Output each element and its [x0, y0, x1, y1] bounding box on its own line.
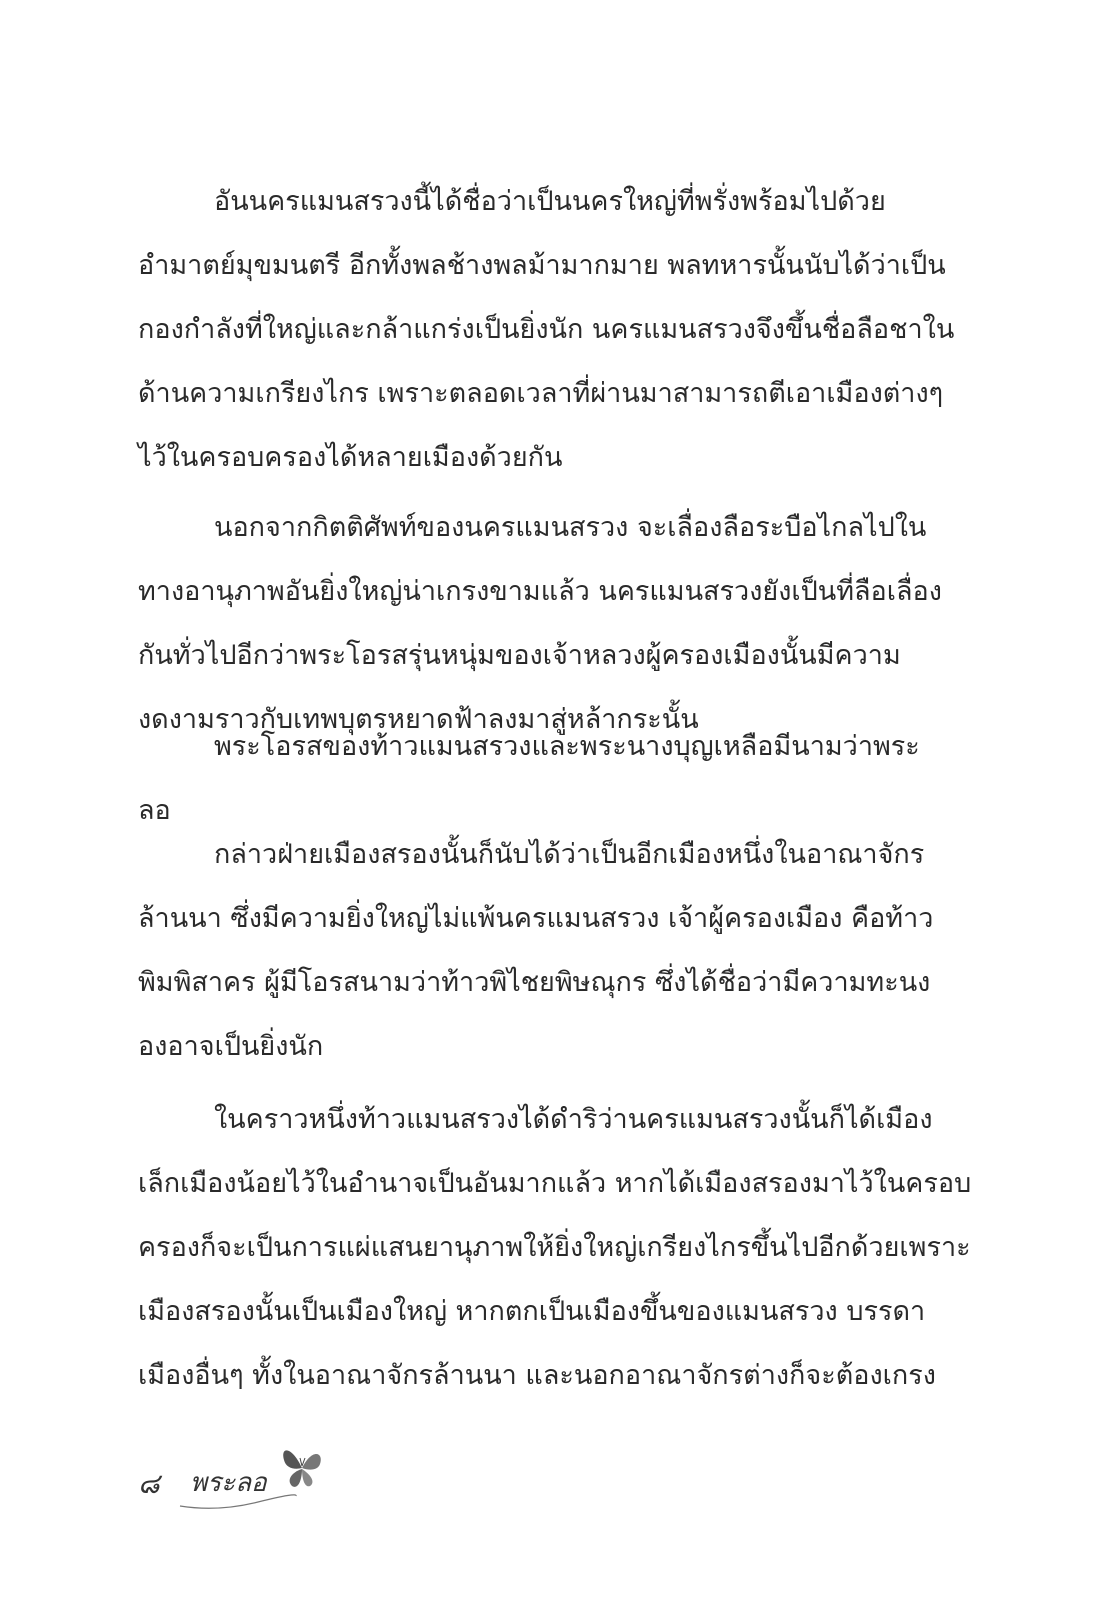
book-title: พระลอ — [190, 1468, 267, 1498]
paragraph-2 — [138, 496, 942, 752]
text-line: เมืองสรองนั้นเป็นเมืองใหญ่ หากตกเป็นเมืองขึ้นของแมนสรวง บรรดา — [138, 1296, 926, 1327]
paragraph-5 — [138, 1088, 972, 1408]
text-line: นอกจากกิตติศัพท์ของนครแมนสรวง จะเลื่องลือระบือไกลไปใน — [214, 512, 927, 543]
text-line: ล้านนา ซึ่งมีความยิ่งใหญ่ไม่แพ้นครแมนสรวง เจ้าผู้ครองเมือง คือท้าว — [138, 903, 934, 934]
text-line: เล็กเมืองน้อยไว้ในอำนาจเป็นอันมากแล้ว หากได้เมืองสรองมาไว้ในครอบ — [138, 1168, 972, 1199]
text-line: องอาจเป็นยิ่งนัก — [138, 1031, 324, 1062]
text-line: พิมพิสาคร ผู้มีโอรสนามว่าท้าวพิไชยพิษณุกร ซึ่งได้ชื่อว่ามีความทะนง — [138, 967, 931, 998]
page-footer — [138, 1462, 458, 1532]
text-line: กันทั่วไปอีกว่าพระโอรสรุ่นหนุ่มของเจ้าหลวงผู้ครองเมืองนั้นมีความ — [138, 640, 901, 671]
paragraph-1 — [138, 170, 955, 490]
text-line: อำมาตย์มุขมนตรี อีกทั้งพลช้างพลม้ามากมาย พลทหารนั้นนับได้ว่าเป็น — [138, 250, 946, 281]
butterfly-icon — [278, 1440, 326, 1494]
page-number: ๘ — [138, 1467, 160, 1500]
text-line: กองกำลังที่ใหญ่และกล้าแกร่งเป็นยิ่งนัก นครแมนสรวงจึงขึ้นชื่อลือชาใน — [138, 314, 955, 345]
swoosh-ornament — [178, 1492, 298, 1512]
paragraph-4 — [138, 823, 934, 1079]
text-line: ครองก็จะเป็นการแผ่แสนยานุภาพให้ยิ่งใหญ่เกรียงไกรขึ้นไปอีกด้วยเพราะ — [138, 1232, 971, 1263]
text-line: งดงามราวกับเทพบุตรหยาดฟ้าลงมาสู่หล้ากระนั้น — [138, 704, 699, 735]
text-line: พระโอรสของท้าวแมนสรวงและพระนางบุญเหลือมีนามว่าพระ — [214, 731, 920, 762]
text-line: ไว้ในครอบครองได้หลายเมืองด้วยกัน — [138, 442, 563, 473]
text-line: เมืองอื่นๆ ทั้งในอาณาจักรล้านนา และนอกอาณาจักรต่างก็จะต้องเกรง — [138, 1360, 936, 1391]
text-line: ในคราวหนึ่งท้าวแมนสรวงได้ดำริว่านครแมนสรวงนั้นก็ได้เมือง — [214, 1104, 933, 1135]
text-line: ลอ — [138, 795, 171, 826]
text-line: ด้านความเกรียงไกร เพราะตลอดเวลาที่ผ่านมาสามารถตีเอาเมืองต่างๆ — [138, 378, 944, 409]
text-line: กล่าวฝ่ายเมืองสรองนั้นก็นับได้ว่าเป็นอีกเมืองหนึ่งในอาณาจักร — [214, 839, 925, 870]
text-line: อันนครแมนสรวงนี้ได้ชื่อว่าเป็นนครใหญ่ที่พรั่งพร้อมไปด้วย — [214, 186, 886, 217]
text-line: ทางอานุภาพอันยิ่งใหญ่น่าเกรงขามแล้ว นครแมนสรวงยังเป็นที่ลือเลื่อง — [138, 576, 942, 607]
